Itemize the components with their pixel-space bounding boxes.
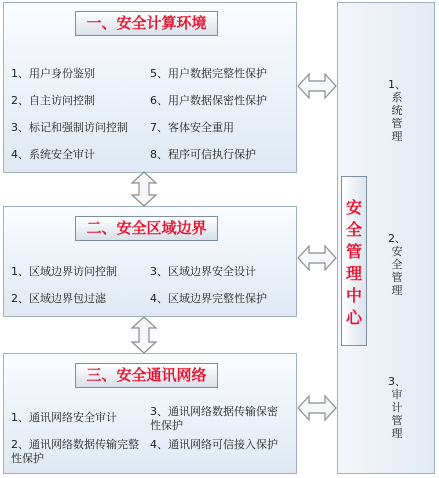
list-item: 4、通讯网络可信接入保护 [150, 438, 278, 451]
double-arrow-vertical-icon [131, 171, 157, 207]
double-arrow-horizontal-icon [297, 245, 337, 271]
list-item: 3、标记和强制访问控制 [11, 121, 128, 134]
list-item: 3、区域边界安全设计 [150, 265, 256, 278]
double-arrow-horizontal-icon [297, 73, 337, 99]
list-item: 2、通讯网络数据传输完整性保护 [11, 438, 139, 465]
panel-title-area-boundary: 二、安全区域边界 [75, 216, 218, 241]
center-item-system-management: 1、系统管理 [388, 78, 406, 143]
center-item-security-management: 2、安全管理 [388, 232, 406, 297]
double-arrow-vertical-icon [131, 316, 157, 354]
panel-title-secure-computing: 一、安全计算环境 [75, 11, 218, 36]
list-item: 1、用户身份鉴别 [11, 67, 95, 80]
center-title-text: 安全管理中心 [345, 198, 362, 327]
double-arrow-horizontal-icon [297, 395, 337, 421]
list-item: 4、系统安全审计 [11, 148, 95, 161]
panel-title-communication-network: 三、安全通讯网络 [75, 363, 218, 388]
list-item: 5、用户数据完整性保护 [150, 67, 267, 80]
list-item: 4、区域边界完整性保护 [150, 292, 267, 305]
list-item: 7、客体安全重用 [150, 121, 234, 134]
list-item: 6、用户数据保密性保护 [150, 94, 267, 107]
panel-title-security-management-center [341, 176, 367, 346]
center-item-audit-management: 3、审计管理 [388, 375, 406, 440]
list-item: 2、区域边界包过滤 [11, 292, 106, 305]
list-item: 8、程序可信执行保护 [150, 148, 256, 161]
list-item: 3、通讯网络数据传输保密性保护 [150, 405, 278, 432]
list-item: 1、通讯网络安全审计 [11, 411, 117, 424]
list-item: 2、自主访问控制 [11, 94, 95, 107]
list-item: 1、区域边界访问控制 [11, 265, 117, 278]
